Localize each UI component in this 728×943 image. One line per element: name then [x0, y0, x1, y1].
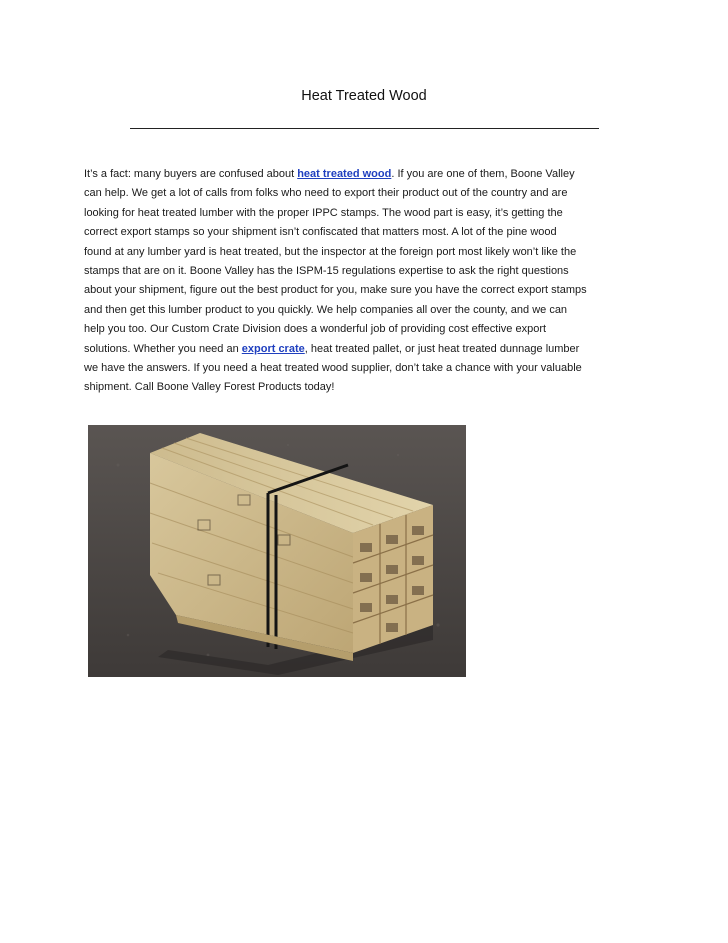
lumber-bundle-photo [88, 425, 466, 677]
paragraph-line: It’s a fact: many buyers are confused about heat treated wood. If you are one of them, Boone Valley [84, 168, 575, 180]
title-divider [130, 128, 599, 129]
paragraph-line: correct export stamps so your shipment isn’t confiscated that matters most. A lot of the pine wood [84, 226, 557, 239]
export-crate-link[interactable]: export crate [241, 342, 305, 355]
paragraph-line: about your shipment, figure out the best product for you, make sure you have the correct export stamps [84, 284, 587, 297]
body-paragraph [84, 165, 654, 398]
heat-treated-wood-link[interactable]: heat treated wood [297, 168, 392, 180]
paragraph-line: found at any lumber yard is heat treated, but the inspector at the foreign port most likely won’t like the [84, 245, 577, 258]
paragraph-line: we have the answers. If you need a heat treated wood supplier, don’t take a chance with your valuable [84, 361, 582, 374]
page-title: Heat Treated Wood [301, 88, 427, 104]
paragraph-line: stamps that are on it. Boone Valley has the ISPM-15 regulations expertise to ask the right questions [84, 264, 569, 277]
paragraph-line: solutions. Whether you need an export crate, heat treated pallet, or just heat treated dunnage lumber [84, 342, 580, 355]
paragraph-line: and then get this lumber product to you quickly. We help companies all over the county, and we can [84, 303, 568, 316]
paragraph-line: shipment. Call Boone Valley Forest Products today! [84, 381, 335, 394]
paragraph-line: help you too. Our Custom Crate Division does a wonderful job of providing cost effective export [84, 323, 547, 336]
paragraph-line: can help. We get a lot of calls from folks who need to export their product out of the country and are [84, 187, 568, 200]
paragraph-line: looking for heat treated lumber with the proper IPPC stamps. The wood part is easy, it’s getting the [84, 206, 563, 219]
lumber-bundle-icon [88, 425, 466, 677]
